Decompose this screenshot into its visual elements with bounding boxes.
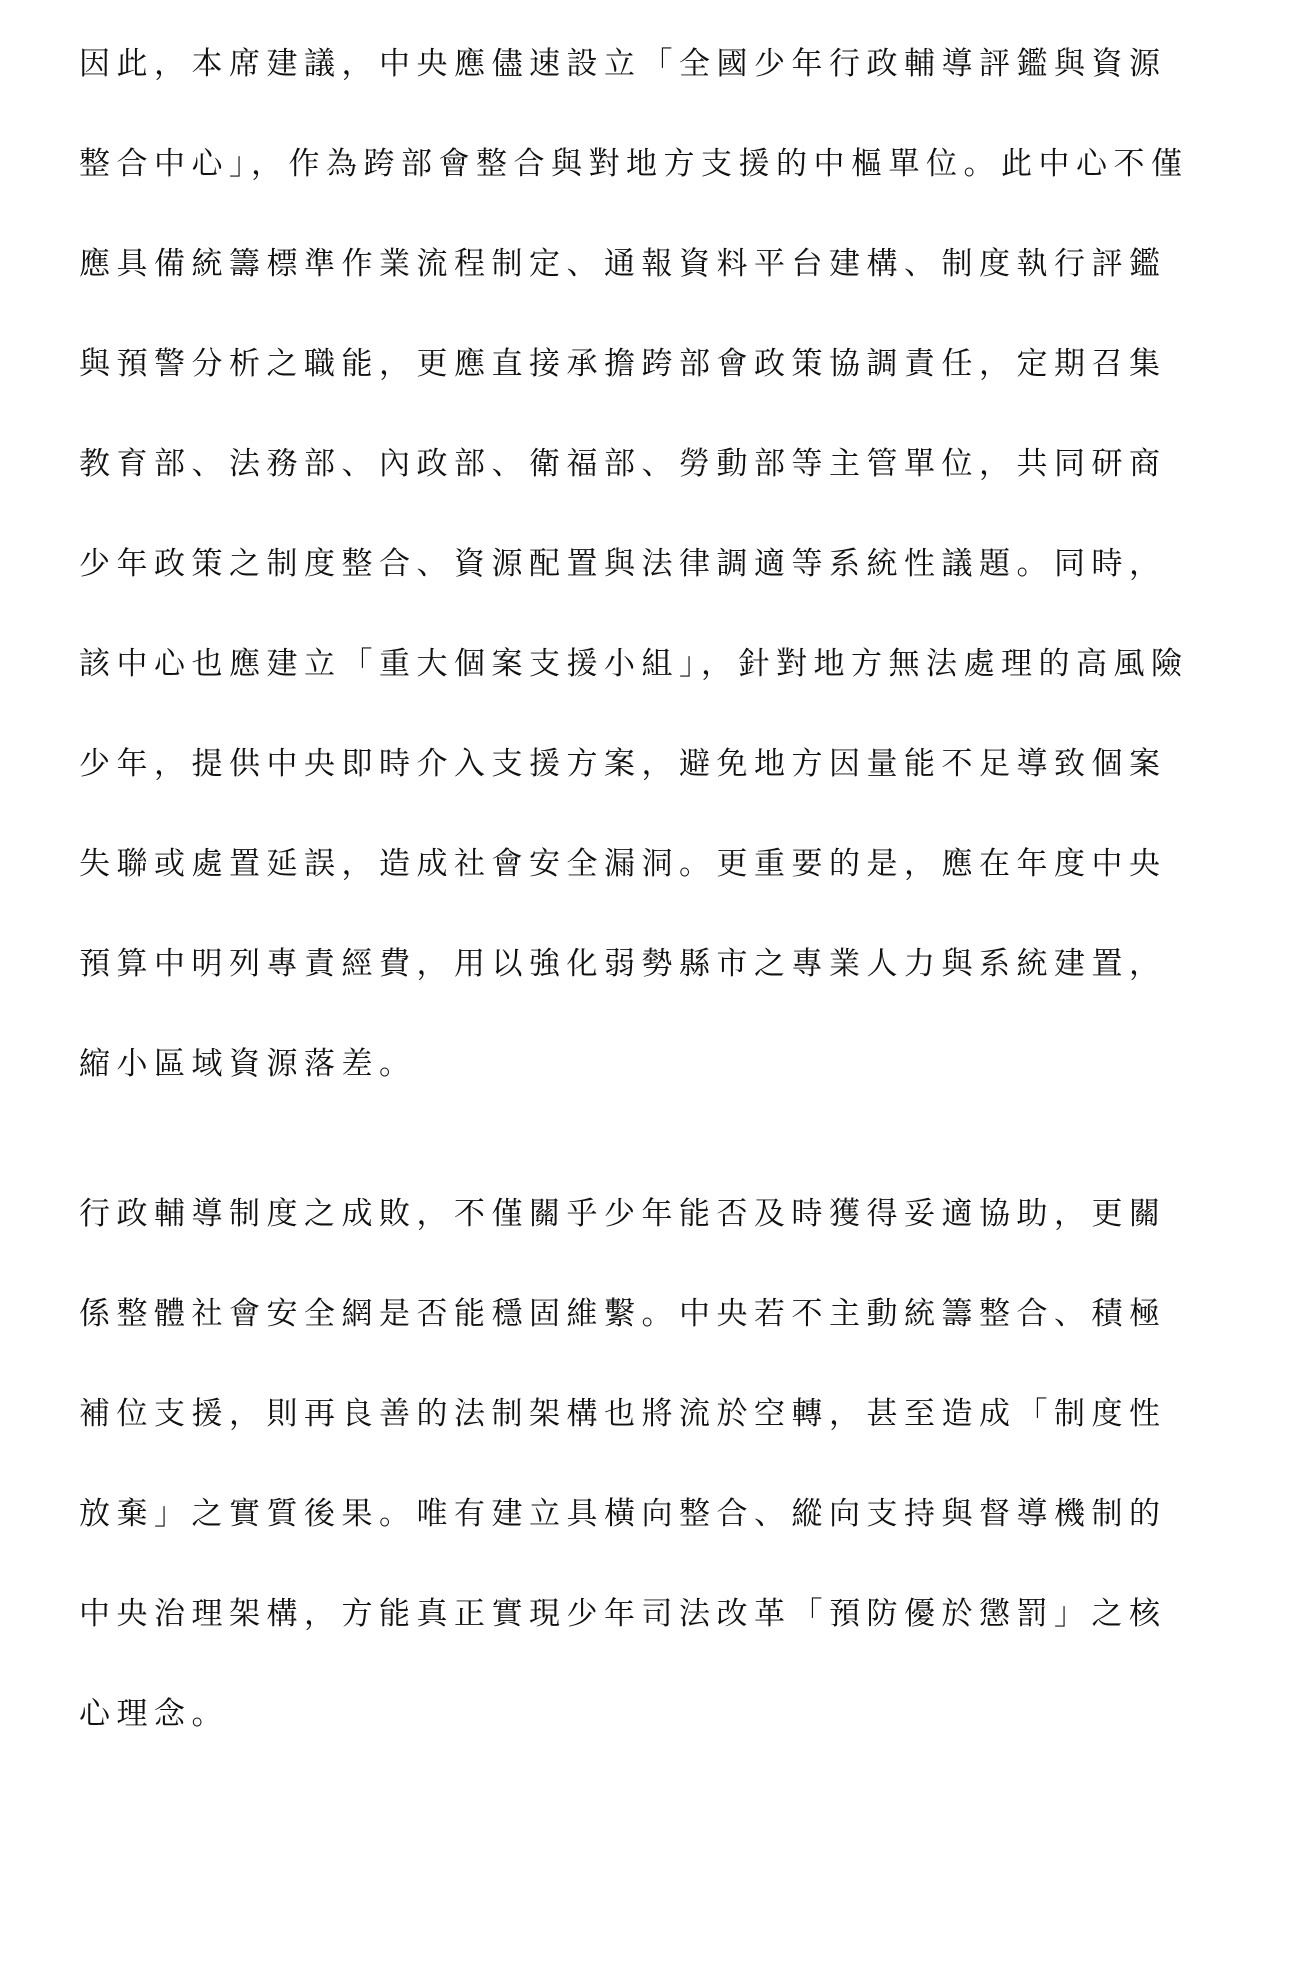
paragraph-conclusion (79, 1164, 1239, 1764)
text-line: 整合中心」，作為跨部會整合與對地方支援的中樞單位。此中心不僅 (79, 146, 1189, 182)
text-line: 該中心也應建立「重大個案支援小組」，針對地方無法處理的高風險 (79, 646, 1189, 682)
text-line: 中央治理架構，方能真正實現少年司法改革「預防優於懲罰」之核 (79, 1596, 1167, 1632)
text-line: 心理念。 (79, 1696, 229, 1732)
text-line: 應具備統籌標準作業流程制定、通報資料平台建構、制度執行評鑑 (79, 246, 1167, 282)
text-line: 放棄」之實質後果。唯有建立具橫向整合、縱向支持與督導機制的 (79, 1496, 1167, 1532)
text-line: 教育部、法務部、內政部、衛福部、勞動部等主管單位，共同研商 (79, 446, 1167, 482)
paragraph-recommendation (79, 14, 1239, 1114)
text-line: 行政輔導制度之成敗，不僅關乎少年能否及時獲得妥適協助，更關 (79, 1196, 1167, 1232)
text-line: 補位支援，則再良善的法制架構也將流於空轉，甚至造成「制度性 (79, 1396, 1167, 1432)
text-line: 與預警分析之職能，更應直接承擔跨部會政策協調責任，定期召集 (79, 346, 1167, 382)
text-line: 失聯或處置延誤，造成社會安全漏洞。更重要的是，應在年度中央 (79, 846, 1167, 882)
text-line: 少年，提供中央即時介入支援方案，避免地方因量能不足導致個案 (79, 746, 1167, 782)
text-line: 係整體社會安全網是否能穩固維繫。中央若不主動統籌整合、積極 (79, 1296, 1167, 1332)
text-line: 縮小區域資源落差。 (79, 1046, 417, 1082)
text-line: 因此，本席建議，中央應儘速設立「全國少年行政輔導評鑑與資源 (79, 46, 1167, 82)
text-line: 預算中明列專責經費，用以強化弱勢縣市之專業人力與系統建置， (79, 946, 1167, 982)
text-line: 少年政策之制度整合、資源配置與法律調適等系統性議題。同時， (79, 546, 1167, 582)
